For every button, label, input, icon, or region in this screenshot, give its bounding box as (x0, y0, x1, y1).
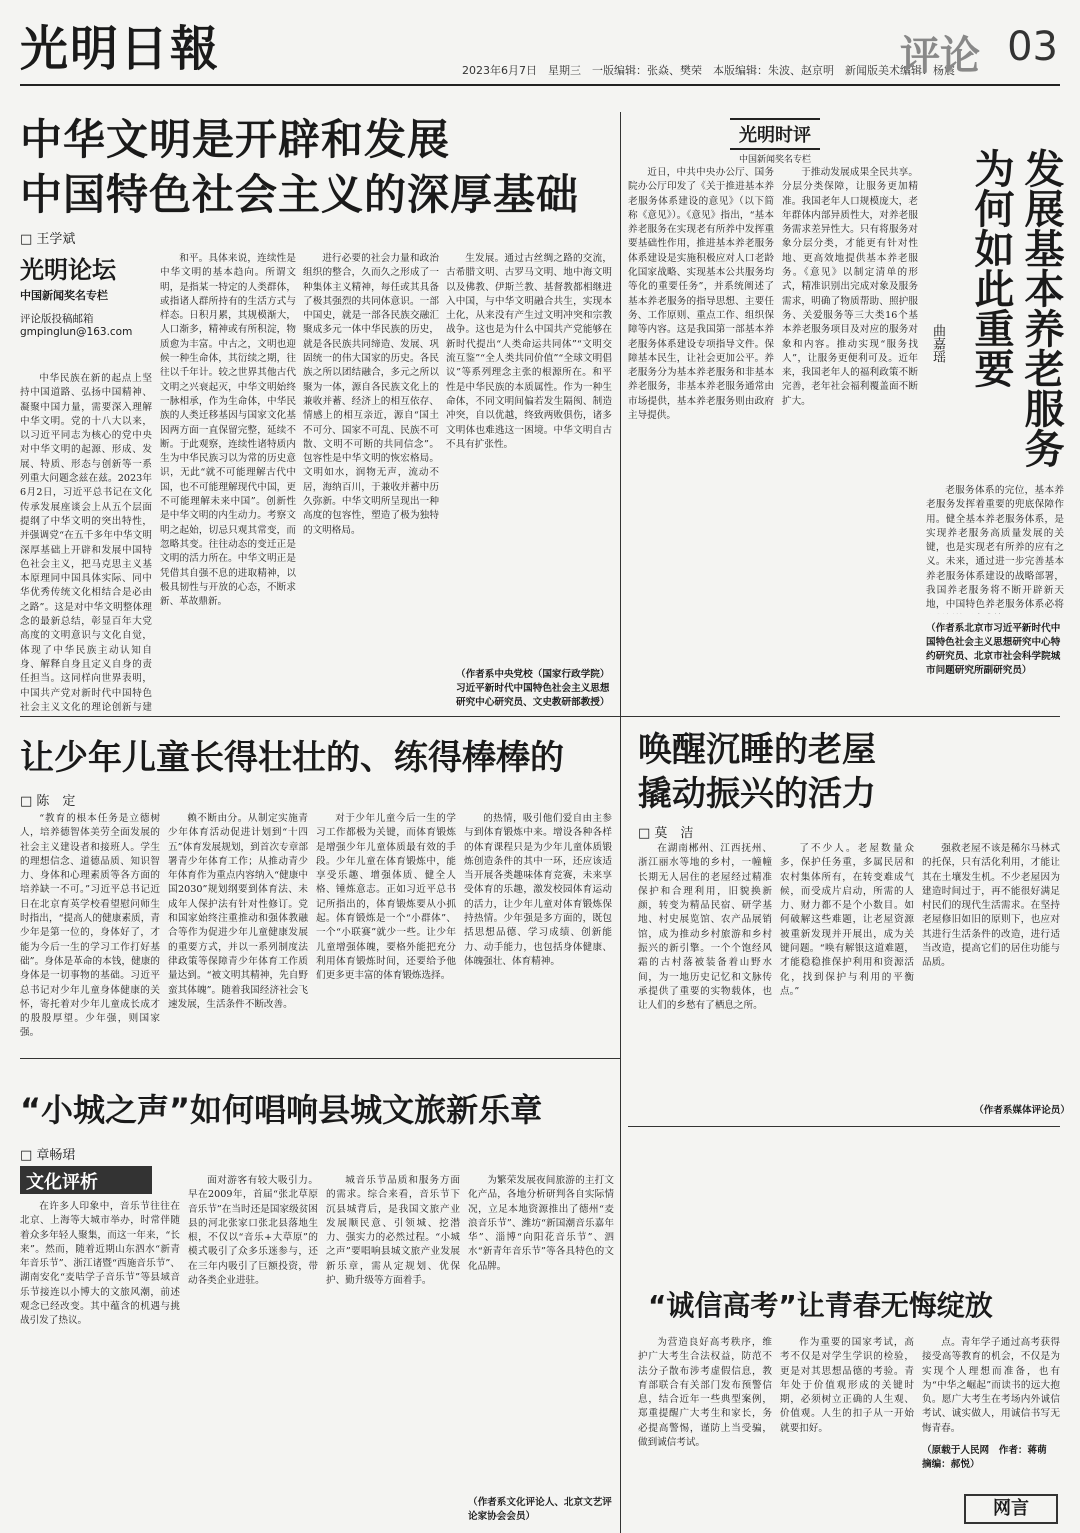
lead-col-1: 中华民族在新的起点上坚持中国道路、弘扬中国精神、凝聚中国力量，需要深入理解中华文明。党的十八大以来，以习近平同志为核心的党中央对中华文明的起源、形成、发展、特质、形态与创新等一系列重大问题念兹在兹。2023年6月2日，习近平总书记在文化传承发展座谈会上从五个层面提纲了中华文明的突出特性，并强调党“在五千多年中华文明深厚基础上开辟和发展中国特色社会主义，把马克思主义基本原理同中国具体实际、同中华优秀传统文化相结合是必由之路”。这是对中华文明整体理念的最新总结，彰显百年大党高度的文明意识与文化自觉，体现了中华民族主动认知自身、解释自身且定义自身的责任担当。这同样向世界表明，中国共产党对新时代中国特色社会主义文化的理论创新与建 (20, 373, 152, 712)
town-author-note: （作者系文化评论人、北京文艺评论家协会会员） (468, 1497, 612, 1522)
village-byline: □ 莫 洁 (638, 822, 693, 841)
commentary-col-1: 近日，中共中央办公厅、国务院办公厅印发了《关于推进基本养老服务体系建设的意见》（以下简称《意见》）。《意见》指出，“基本养老服务在实现老有所养中发挥重要基础性作用，推进基本养老服务体系建设是实施积极应对人口老龄化国家战略、实现基本公共服务均等化的重要任务”，并系统阐述了基本养老服务的指导思想、主要任务、工作原则、重点工作、组织保障等内容。这是我国第一部基本养老服务体系建设专项指导文件。保障基本民生，让社会更加公平。养老服务分为基本养老服务和非基本养老服务，非基本养老服务通常由市场提供，基本养老服务则由政府主导提供。 (628, 167, 774, 422)
village-col-1: 在湖南郴州、江西抚州、浙江丽水等地的乡村，一幢幢长期无人居住的老屋经过精准保护和合理利用，旧貌换新颜，转变为精品民宿、研学基地、村史展览馆、农产品展销馆，成为推动乡村旅游和乡村振兴的新引擎。一个个饱经风霜的古村落被装备着山野水间，为一地历史记忆和文脉传承提供了重要的实物载体，也让人们的乡愁有了栖息之所。 (638, 843, 772, 1012)
masthead (0, 0, 1080, 92)
forum-column-box (20, 250, 152, 360)
village-col-3: 强救老屋不该是稀尔马林式的托保，只有活化利用，才能让其在土壤发生机。不少老屋因为建造时间过于，再不能很好满足村民们的现代生活需求。在坚持老屋修旧如旧的原则下，也应对其进行生活条件的改造，进行适当改造，提高它们的居住功能与品质。 (922, 843, 1060, 969)
forum-contact-email[interactable]: gmpinglun@163.com (20, 326, 133, 338)
town-col-1: 在许多人印象中，音乐节往往在北京、上海等大城市举办，时常伴随着众多年轻人聚集，而这一年来，“长来”。然而，随着近期山东泗水“新青年音乐节”、浙江诸暨“西施音乐节”、湖南安化“麦咭学子音乐节”等县域音乐节接连以小博大的文旅风潮，前述观念已经改变。其中蕴含的机遇与挑战引发了热议。 (20, 1201, 180, 1327)
lead-col-2: 和平。具体来说，连续性是中华文明的基本趋向。所谓文明，是指某一特定的人类群体，或指诸人群所持有的生活方式与样态。日积月累，其规模渐大，人口渐多，精神或有所积淀，物质愈为丰富。中古之，文明也迎候一种生命体，其衍续之期，往往以千年计。较之世界其他古代文明之兴衰起灭，中华文明始终一脉相承，作为生命体，中华民族的人类迁移基因与国家文化基因两方面一直保留完整，延续不断。于此观察，连续性诸特质内生为中华民族习以为常的历史意识，无此“就不可能理解古代中国，也不可能理解现代中国，更不可能理解未来中国”。创新性是中华文明的内生动力。考察文明之起始，切忌只观其常变，而忽略其变。往往动态的变迁正是文明的活力所在。中华文明正是凭借其自强不息的进取精神，以极具韧性与开放的心态，不断求新、革故鼎新。 (160, 253, 296, 608)
exam-author-note: （原载于人民网 作者：蒋萌 摘编：郝悦） (922, 1445, 1057, 1470)
commentary-author-note: （作者系北京市习近平新时代中国特色社会主义思想研究中心特约研究员、北京市社会科学院城市问题研究所副研究员） (926, 623, 1061, 676)
commentary-col-2: 于推动发展成果全民共享。分层分类保障，让服务更加精准。我国老年人口规模庞大，老年群体内部异质性大，对养老服务需求差异性大。只有将服务对象分层分类，才能更有针对性地、更高效地提供基本养老服务。《意见》以制定清单的形式，精准识别出完成对象及服务需求，明确了物质帮助、照护服务、关爱服务等三大类16个基本养老服务项目及对应的服务对象和内容。推动实现“服务找人”，让服务更便利可及。近年来，我国老年人的福利政策不断完善，老年社会福利覆盖面不断扩大。 (782, 167, 918, 407)
village-headline-line2: 撬动振兴的活力 (638, 774, 876, 814)
commentary-headline-line1: 发展基本养老服务 (1018, 148, 1064, 468)
newspaper-logo: 光明日報 (20, 21, 221, 77)
commentary-column-badge (730, 118, 820, 165)
commentary-col-3: 老服务体系的完位，基本养老服务发挥着重要的兜底保障作用。健全基本养老服务体系，是实现养老服务高质量发展的关键，也是实现老有所养的应有之义。未来，通过进一步完善基本养老服务体系建设的战略部署，我国养老服务将不断开辟新天地，中国特色养老服务体系必将 (926, 485, 1064, 611)
children-col-4: 的热情，吸引他们爱自由主参与到体育锻炼中来。增设各种各样的体育课程只是为少年儿童体质锻炼创造条件的其中一环，还应该适当开展各类趣味体育竞赛，未来享受体育的乐趣，激发校园体育运动的活力，让少年儿童对体育锻炼保持热情。少年强是多方面的，既包括思想品德、学习成绩、创新能力、动手能力，也包括身体健康、体魄强壮、体育精神。 (464, 813, 612, 967)
forum-title: 光明论坛 (20, 256, 116, 284)
exam-headline[interactable]: “诚信高考”让青春无悔绽放 (648, 1289, 993, 1322)
page-number: 03 (1007, 24, 1058, 70)
exam-col-2: 作为重要的国家考试，高考不仅是对学生学识的检验，更是对其思想品德的考验。青年处于价值观形成的关键时期，必须树立正确的人生观、价值观。人生的扣子从一开始就要扣好。 (780, 1337, 914, 1434)
lead-col-4: 生发展。通过古丝绸之路的交流，古希腊文明、古罗马文明、地中海文明以及佛教、伊斯兰教、基督教都相继进入中国，与中华文明融合共生，实现本土化，从来没有产生过文明冲突和宗教战争。这也是为什么中国共产党能够在新时代提出“人类命运共同体”“文明交流互鉴”“全人类共同价值”“全球文明倡议”等系列理念主张的根源所在。和平性是中华民族的本质属性。作为一种生命体，不同文明间偏若发生隔阂、制造冲突，自以优越，终致两败俱伤，诸多文明体也难逃这一困境。中华文明自古不具有扩张性。 (446, 253, 612, 450)
forum-award: 中国新闻奖名专栏 (20, 289, 108, 302)
commentary-column-award: 中国新闻奖名专栏 (738, 155, 811, 165)
children-headline[interactable]: 让少年儿童长得壮壮的、练得棒棒的 (20, 738, 564, 778)
children-col-1: “教育的根本任务是立德树人，培养德智体美劳全面发展的社会主义建设者和接班人。学生的理想信念、道德品质、知识智力、身体和心理素质等各方面的培养缺一不可。”习近平总书记近日在北京育英学校看望慰问师生时指出，“提高人的健康素质，青少年是第一位的，身体好了，才能为今后一生的学习工作打好基础”。身体是革命的本钱，健康的身体是一切事物的基础。习近平总书记对少年儿童身体健康的关怀，寄托着对少年儿童成长成才的殷殷厚望。少年强，则国家强。 (20, 813, 160, 1039)
lead-headline-line1: 中华文明是开辟和发展 (20, 115, 451, 164)
commentary-headline[interactable] (958, 148, 1066, 478)
commentary-column-title: 光明时评 (730, 118, 820, 150)
lead-col-3: 进行必要的社会力量和政治组织的整合，久而久之形成了一种集体主义精神，每任或其具备了极其强烈的共同体意识。一部中国史，就是一部各民族交融汇聚成多元一体中华民族的历史，就是各民族共同缔造、发展、巩固统一的伟大国家的历史。各民族之所以团结融合，多元之所以聚为一体，源自各民族文化上的兼收并蓄、经济上的相互依存、情感上的相互亲近，源自“国土不可分、国家不可乱、民族不可散、文明不可断的共同信念”。包容性是中华文明的恢宏格局。文明如水，润物无声，流动不居，海纳百川，于兼收并蓄中历久弥新。中华文明所呈现出一种高度的包容性，塑造了极为独特的文明格局。 (303, 253, 439, 536)
section-name: 评论 (900, 33, 980, 79)
village-headline-line1: 唤醒沉睡的老屋 (638, 730, 876, 770)
net-comment-badge: 网言 (964, 1494, 1058, 1524)
town-headline[interactable]: “小城之声”如何唱响县城文旅新乐章 (20, 1091, 543, 1129)
town-byline: □ 章畅珺 (20, 1144, 75, 1163)
children-col-2: 赖不断由分。从制定实施青少年体育活动促进计划到“十四五”体育发展规划，到首次专章部署青少年体育工作；从推动青少年体育作为重点内容纳入“健康中国2030”规划纲要到体育法、未成年人保护法有针对性修订。党和国家始终注重推动和强体教融合等作为促进少年儿童健康发展的重要方式，并以一系列制度法律政策等保障青少年体育工作质量达到。“被文明其精神，先自野蛮其体魄”。随着我国经济社会飞速发展，生活条件不断改善。 (168, 813, 308, 1010)
divider-vertical-1 (620, 112, 621, 716)
divider-horizontal-2 (20, 1058, 620, 1059)
divider-horizontal-3 (628, 1126, 1060, 1127)
forum-contact-label: 评论版投稿邮箱 (20, 313, 94, 325)
commentary-headline-line2: 为何如此重要 (968, 148, 1014, 388)
village-author-note: （作者系媒体评论员） (974, 1105, 1070, 1116)
divider-vertical-2 (620, 716, 621, 1533)
editors-line: 2023年6月7日 星期三 一版编辑：张焱、樊荣 本版编辑：朱波、赵京明 新闻版美术编辑：杨震 (462, 64, 955, 77)
divider-horizontal-1 (20, 716, 1060, 717)
town-col-2: 面对游客有较大吸引力。早在2009年，首届“张北草原音乐节”在当时还是国家级贫困县的河北张家口张北县落地生根，不仅以“音乐+大草原”的模式吸引了众多乐迷参与，还在三年内吸引了巨额投资，带动各类企业进驻。 (188, 1175, 318, 1287)
culture-review-badge: 文化评析 (20, 1166, 152, 1194)
lead-byline: □ 王学斌 (20, 228, 75, 247)
lead-author-note: （作者系中央党校（国家行政学院）习近平新时代中国特色社会主义思想研究中心研究员、文史教研部教授） (456, 669, 610, 708)
town-col-3: 城音乐节品质和服务方面的需求。综合来看，音乐节下沉县城背后，是我国文旅产业发展顺民意、引领城、挖潜力、强实力的必然过程。“小城之声”要唱响县城文旅产业发展新乐章，需从定规划、优保护、勤升级等方面着手。 (326, 1175, 460, 1287)
lead-headline-line2: 中国特色社会主义的深厚基础 (20, 170, 580, 219)
top-rule (20, 84, 1060, 86)
commentary-byline: 曲嘉瑶 (930, 324, 945, 363)
children-byline: □ 陈 定 (20, 790, 75, 809)
lead-headline[interactable] (20, 112, 630, 222)
exam-col-3: 点。青年学子通过高考获得接受高等教育的机会，不仅是为实现个人理想而准备，也有为“中华之崛起”而读书的远大抱负。愿广大考生在考场内外诚信考试、诚实做人，用诚信书写无悔青春。 (922, 1337, 1060, 1434)
exam-col-1: 为营造良好高考秩序，维护广大考生合法权益，防范不法分子散布涉考虚假信息，教育部联合有关部门发布预警信息，结合近年一些典型案例，郑重提醒广大考生和家长，务必提高警惕，谨防上当受骗，做到诚信考试。 (638, 1337, 772, 1449)
town-col-4: 为繁荣发展夜间旅游的主打文化产品，各地分析研判各自实际情况，立足本地资源推出了德州“麦浪音乐节”、潍坊“新国潮音乐嘉年华”、淄博“向阳花音乐节”、泗水“新青年音乐节”等各具特色的文化品牌。 (468, 1175, 614, 1272)
children-col-3: 对于少年儿童今后一生的学习工作都极为关键，而体育锻炼是增强少年儿童体质最有效的手段。少年儿童在体育锻炼中，能享受乐趣、增强体质、健全人格、锤炼意志。正如习近平总书记所指出的，体育锻炼要从小抓起。体育锻炼是一个“小群体”、一个“小联赛”就少一些。让少年儿童增强体魄，要格外能把充分利用体育锻炼时间，还要给予他们更多更丰富的体育锻炼选择。 (316, 813, 456, 982)
village-col-2: 了不少人。老屋数量众多，保护任务重，多属民居和农村集体所有，在转变难成气候，而受成片启动，所需的人力、财力都不是个小数目。如何破解这些难题，让老屋资源被重新发现并开展出，成为关键问题。“唤有解银这道难题，才能稳稳推保护利用和资源活化，找到保护与利用的平衡点。” (780, 843, 914, 997)
village-headline[interactable] (638, 728, 1058, 816)
